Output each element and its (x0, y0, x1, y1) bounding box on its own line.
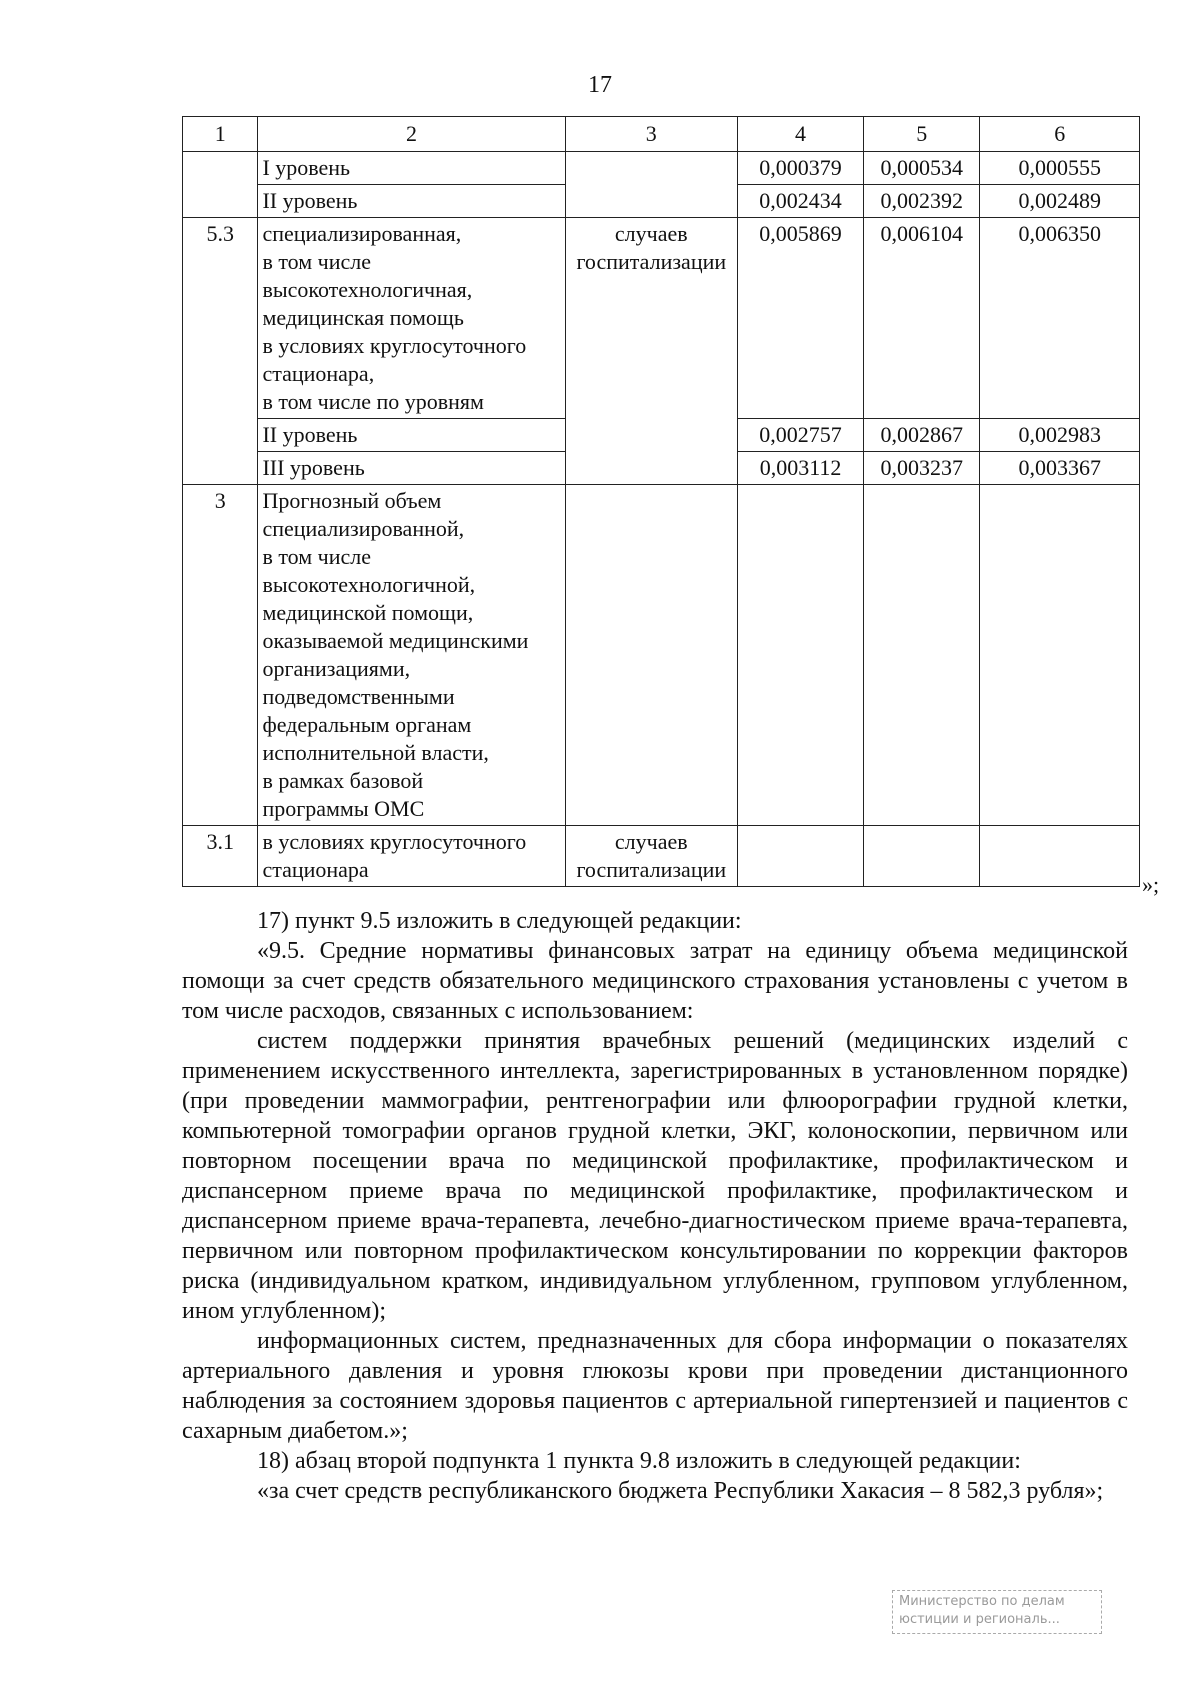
paragraph: «9.5. Средние нормативы финансовых затрат на единицу объема медицинской помощи за счет средств обязательного медицинского страхования установлены с учетом в том числе расходов, связанных с использованием: (182, 938, 1128, 1024)
closing-quote: »; (1142, 872, 1160, 897)
value-cell (980, 826, 1140, 887)
value-cell (738, 826, 864, 887)
value-cell: 0,002867 (864, 419, 980, 452)
value-cell (864, 826, 980, 887)
row-unit-cell: случаев госпитализации (565, 826, 737, 887)
value-cell (980, 485, 1140, 826)
value-cell: 0,002489 (980, 185, 1140, 218)
value-cell: 0,002757 (738, 419, 864, 452)
paragraph: 18) абзац второй подпункта 1 пункта 9.8 изложить в следующей редакции: (257, 1448, 1021, 1474)
row-number-cell: 5.3 (183, 218, 258, 485)
row-name-cell: специализированная, в том числе высокотехнологичная, медицинская помощь в условиях круглосуточного стационара, в том числе по уровням (258, 218, 565, 419)
value-cell: 0,000555 (980, 152, 1140, 185)
stamp-line: Министерство по делам (899, 1594, 1065, 1609)
registration-stamp (892, 1590, 1102, 1634)
page-number: 17 (588, 72, 612, 98)
header-cell: 1 (183, 117, 258, 152)
value-cell: 0,000379 (738, 152, 864, 185)
table-row (183, 152, 1140, 185)
value-cell: 0,003237 (864, 452, 980, 485)
paragraph: 17) пункт 9.5 изложить в следующей редакции: (257, 908, 742, 934)
value-cell: 0,003112 (738, 452, 864, 485)
header-cell: 5 (864, 117, 980, 152)
row-name-cell: II уровень (258, 185, 565, 218)
header-cell: 3 (565, 117, 737, 152)
row-unit-cell (565, 152, 737, 218)
value-cell: 0,006104 (864, 218, 980, 419)
row-unit-cell: случаев госпитализации (565, 218, 737, 485)
value-cell: 0,002434 (738, 185, 864, 218)
value-cell: 0,000534 (864, 152, 980, 185)
row-name-cell: Прогнозный объем специализированной, в том числе высокотехнологичной, медицинской помощи, оказываемой медицинскими организациями, подведомственными федеральным органам исполнительной власти, в рамках базовой программы ОМС (258, 485, 565, 826)
paragraph: систем поддержки принятия врачебных решений (медицинских изделий с применением искусственного интеллекта, зарегистрированных в установленном порядке) (при проведении маммографии, рентгенографии или флюорографии грудной клетки, компьютерной томографии органов грудной клетки, ЭКГ, колоноскопии, первичном или повторном посещении врача по медицинской профилактике, профилактическом и диспансерном приеме врача по медицинской профилактике, профилактическом и диспансерном приеме врача-терапевта, лечебно-диагностическом приеме врача-терапевта, первичном или повторном профилактическом консультировании по коррекции факторов риска (индивидуальном кратком, индивидуальном углубленном, групповом углубленном, ином углубленном); (182, 1028, 1128, 1324)
value-cell: 0,002392 (864, 185, 980, 218)
header-cell: 2 (258, 117, 565, 152)
value-cell: 0,005869 (738, 218, 864, 419)
value-cell (864, 485, 980, 826)
value-cell: 0,003367 (980, 452, 1140, 485)
table-row (183, 218, 1140, 419)
row-name-cell: I уровень (258, 152, 565, 185)
row-number-cell: 3 (183, 485, 258, 826)
value-cell: 0,006350 (980, 218, 1140, 419)
row-name-cell: в условиях круглосуточного стационара (258, 826, 565, 887)
header-cell: 4 (738, 117, 864, 152)
table-header-row (183, 117, 1140, 152)
paragraph: информационных систем, предназначенных для сбора информации о показателях артериального давления и уровня глюкозы крови при проведении дистанционного наблюдения за состоянием здоровья пациентов с артериальной гипертензией и пациентов с сахарным диабетом.»; (182, 1328, 1128, 1444)
row-name-cell: III уровень (258, 452, 565, 485)
row-unit-cell (565, 485, 737, 826)
row-number-cell: 3.1 (183, 826, 258, 887)
row-name-cell: II уровень (258, 419, 565, 452)
row-number-cell (183, 152, 258, 218)
table-row (183, 826, 1140, 887)
stamp-line: юстиции и региональ... (899, 1612, 1060, 1627)
value-cell (738, 485, 864, 826)
body-text (182, 906, 1128, 1506)
table-row (183, 485, 1140, 826)
value-cell: 0,002983 (980, 419, 1140, 452)
norms-table (182, 116, 1140, 887)
header-cell: 6 (980, 117, 1140, 152)
paragraph: «за счет средств республиканского бюджета Республики Хакасия – 8 582,3 рубля»; (257, 1478, 1104, 1504)
